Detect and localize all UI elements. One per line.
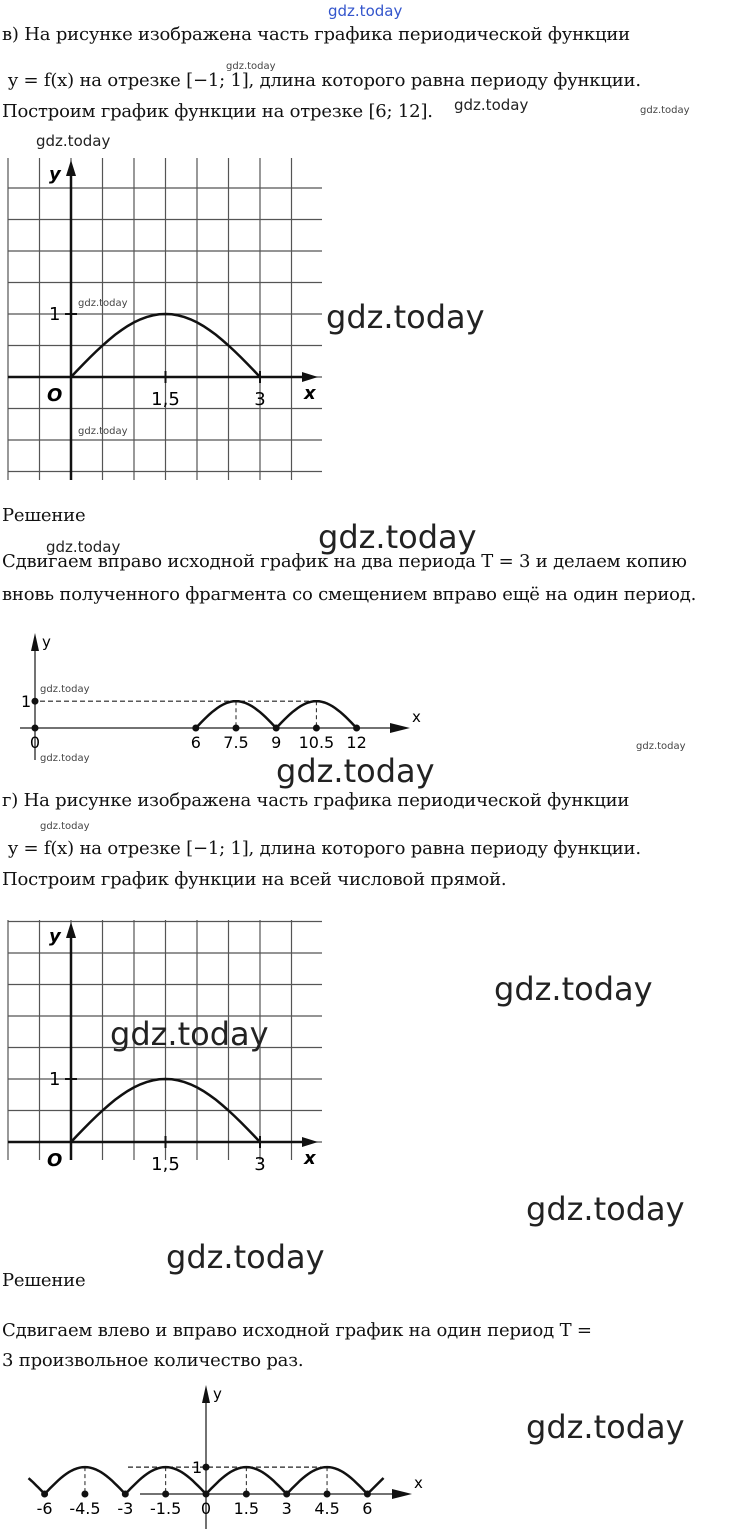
x-tick-point	[313, 725, 320, 732]
x-tick-point	[32, 725, 39, 732]
x-tick-point	[203, 1491, 210, 1498]
x-tick-label: -1.5	[150, 1499, 182, 1518]
y-tick-label: 1	[49, 1069, 61, 1090]
x-tick-point	[122, 1491, 129, 1498]
x-tick-label: 6	[362, 1499, 373, 1518]
solution-g-line2: 3 произвольное количество раз.	[2, 1350, 304, 1371]
part-g-line1: г) На рисунке изображена часть графика периодической функции	[2, 790, 630, 811]
watermark: gdz.today	[276, 752, 435, 790]
x-axis-label: x	[414, 1474, 423, 1492]
watermark: gdz.today	[326, 298, 485, 336]
part-v-line1: в) На рисунке изображена часть графика периодической функции	[2, 24, 630, 45]
x-tick-label: 3	[254, 389, 266, 410]
watermark: gdz.today	[40, 821, 90, 832]
function-curve	[367, 1478, 383, 1494]
x-tick-label: 4.5	[314, 1499, 340, 1518]
x-tick-label: 9	[271, 733, 282, 752]
x-tick-label: 3	[281, 1499, 292, 1518]
watermark: gdz.today	[526, 1408, 685, 1446]
y-axis-label: y	[213, 1385, 222, 1403]
solution-label-v: Решение	[2, 505, 86, 526]
x-axis-label: x	[304, 1148, 316, 1169]
watermark: gdz.today	[166, 1238, 325, 1276]
x-tick-point	[273, 725, 280, 732]
watermark: gdz.today	[226, 61, 276, 72]
watermark: gdz.today	[454, 96, 529, 114]
x-tick-point	[324, 1491, 331, 1498]
part-v-line3: Построим график функции на отрезке [6; 12].	[2, 101, 433, 122]
y-axis-label: y	[42, 633, 51, 651]
y-axis-arrow	[31, 633, 39, 651]
function-curve	[29, 1478, 45, 1494]
watermark: gdz.today	[36, 132, 111, 150]
x-tick-point	[243, 1491, 250, 1498]
x-axis-arrow	[392, 1489, 412, 1499]
origin-label: O	[47, 385, 63, 406]
x-axis-label: x	[412, 708, 421, 726]
y-tick-label: 1	[49, 304, 61, 325]
watermark: gdz.today	[640, 105, 690, 116]
x-tick-point	[162, 1491, 169, 1498]
part-v-line2: y = f(x) на отрезке [−1; 1], длина которого равна периоду функции.	[8, 70, 641, 91]
x-axis-arrow	[302, 1137, 318, 1147]
x-tick-label: -4.5	[69, 1499, 101, 1518]
y-tick-label: 1	[21, 692, 32, 712]
watermark: gdz.today	[40, 684, 90, 695]
solution-g-line1: Сдвигаем влево и вправо исходной график на один период T =	[2, 1320, 592, 1341]
x-tick-label: 12	[346, 733, 367, 752]
y-axis-label: y	[49, 164, 61, 185]
function-curve	[196, 701, 357, 728]
y-axis-arrow	[66, 922, 76, 938]
x-axis-arrow	[390, 723, 410, 733]
x-tick-label: 0	[200, 1499, 212, 1518]
watermark: gdz.today	[110, 1015, 269, 1053]
chart-solution-g	[0, 1371, 440, 1531]
watermark: gdz.today	[78, 298, 128, 309]
x-tick-label: 3	[254, 1154, 266, 1175]
y-axis-label: y	[49, 926, 61, 947]
x-tick-label: 7.5	[223, 733, 249, 752]
chart-solution-v	[0, 625, 420, 765]
watermark: gdz.today	[526, 1190, 685, 1228]
watermark: gdz.today	[494, 970, 653, 1008]
solution-label-g: Решение	[2, 1270, 86, 1291]
solution-v-line2: вновь полученного фрагмента со смещением вправо ещё на один период.	[2, 584, 697, 605]
chart-given-graph-v	[0, 150, 340, 480]
watermark: gdz.today	[46, 538, 121, 556]
x-axis-arrow	[302, 372, 318, 382]
watermark: gdz.today	[318, 518, 477, 556]
watermark: gdz.today	[78, 426, 128, 437]
x-tick-label: 1,5	[151, 1154, 180, 1175]
x-tick-point	[283, 1491, 290, 1498]
solution-v-line1: Сдвигаем вправо исходной график на два периода T = 3 и делаем копию	[2, 551, 687, 572]
x-tick-label: 1.5	[233, 1499, 260, 1518]
x-tick-point	[81, 1491, 88, 1498]
part-g-line2: y = f(x) на отрезке [−1; 1], длина которого равна периоду функции.	[8, 838, 641, 859]
x-axis-label: x	[304, 383, 316, 404]
y-tick-point	[32, 698, 39, 705]
part-g-line3: Построим график функции на всей числовой прямой.	[2, 869, 507, 890]
y-tick-point	[203, 1464, 210, 1471]
watermark: gdz.today	[636, 741, 686, 752]
origin-label: O	[47, 1150, 63, 1171]
y-axis-arrow	[66, 160, 76, 176]
x-tick-label: -6	[36, 1499, 53, 1518]
x-tick-point	[233, 725, 240, 732]
x-tick-label: 0	[29, 733, 41, 752]
watermark: gdz.today	[40, 753, 90, 764]
y-axis-arrow	[202, 1385, 210, 1403]
x-tick-label: 6	[190, 733, 201, 752]
x-tick-label: 10.5	[298, 733, 335, 752]
x-tick-point	[192, 725, 199, 732]
watermark: gdz.today	[328, 2, 403, 20]
x-tick-label: -3	[117, 1499, 134, 1518]
y-tick-label: 1	[192, 1458, 203, 1478]
x-tick-point	[353, 725, 360, 732]
x-tick-label: 1,5	[151, 389, 180, 410]
